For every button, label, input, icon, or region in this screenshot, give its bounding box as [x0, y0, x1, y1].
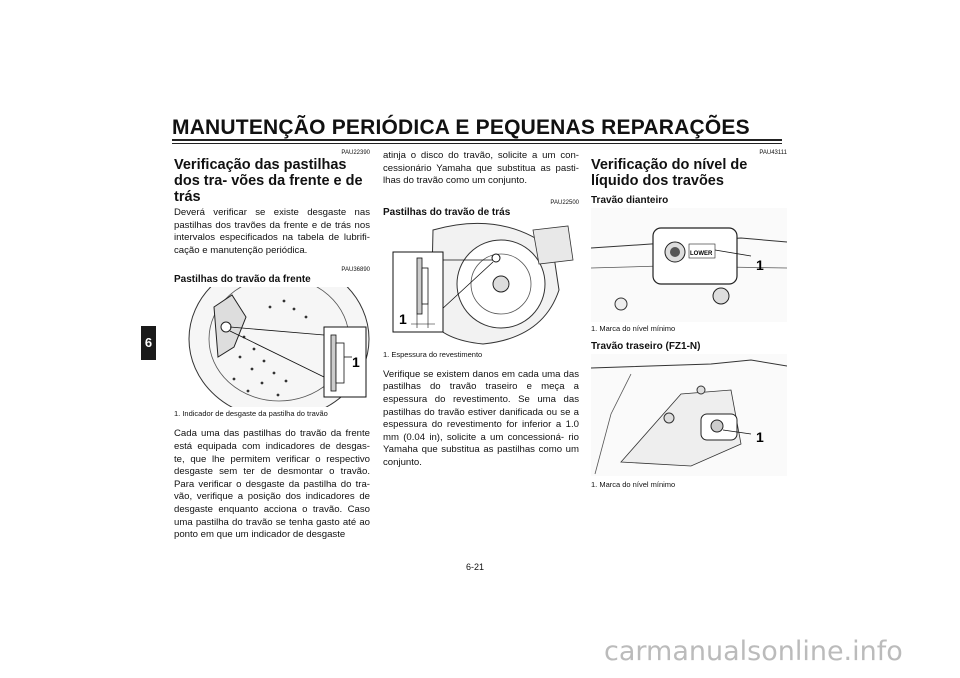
rear-reservoir-caption: 1. Marca do nível mínimo — [591, 480, 676, 489]
rear-pads-paragraph: Verifique se existem danos em cada uma das pastilhas do travão traseiro e meça a espessura do revestimento. Se uma das pastilhas do travão estiver danificada ou se a espessura do revestimento for inferior a 1.0 mm (0.04 in), solicite a um concessioná- rio Yamaha que substitua as pastilhas como um conjunto. — [383, 368, 579, 468]
page-number: 6-21 — [466, 562, 485, 572]
rear-reservoir-figure — [591, 354, 787, 476]
ref-code: PAU22390 — [341, 150, 370, 156]
rear-brake-figure — [383, 220, 579, 348]
front-pads-paragraph: Cada uma das pastilhas do travão da frente está equipada com indicadores de desgas- te, que lhe permitem verificar o respectivo desgaste sem ter de desmontar o travão. Para verificar o desgaste da pastilha do tra- vão, verifique a posição dos indicadores de desgaste enquanto acciona o travão. Caso uma pastilha do travão se tenha gasto até ao ponto em que um indicador de desgaste — [174, 428, 370, 541]
header-rule — [172, 139, 782, 141]
front-brake-figure — [174, 287, 370, 407]
section-title-fluid-level: Verificação do nível de líquido dos travões — [591, 157, 748, 189]
subheading-front-pads: Pastilhas do travão da frente — [174, 274, 311, 286]
continued-paragraph: atinja o disco do travão, solicite a um con- cessionário Yamaha que substitua as pasti- lhas do travão como um conjunto. — [383, 150, 579, 187]
ref-code: PAU43111 — [759, 150, 787, 156]
subheading-rear-brake: Travão traseiro (FZ1-N) — [591, 341, 701, 352]
column-2 — [383, 150, 579, 470]
ref-code: PAU22500 — [550, 199, 579, 206]
rear-figure-caption: 1. Espessura do revestimento — [383, 349, 483, 359]
page-header-title: MANUTENÇÃO PERIÓDICA E PEQUENAS REPARAÇÕES — [172, 116, 750, 139]
front-reservoir-figure — [591, 208, 787, 322]
rear-reservoir-callout: 1 — [756, 429, 764, 445]
chapter-tab: 6 — [141, 326, 156, 360]
column-3 — [591, 150, 787, 489]
subheading-rear-pads: Pastilhas do travão de trás — [383, 206, 511, 218]
subheading-front-brake: Travão dianteiro — [591, 195, 669, 206]
intro-paragraph: Deverá verificar se existe desgaste nas pastilhas dos travões da frente e de trás nos intervalos especificados na tabela de lubrifi- cação e manutenção periódica. — [174, 207, 370, 256]
ref-code: PAU36890 — [341, 267, 370, 274]
section-title-brake-pads: Verificação das pastilhas dos tra- vões da frente e de trás — [174, 157, 363, 205]
lower-mark-label: LOWER — [690, 251, 713, 257]
front-reservoir-caption: 1. Marca do nível mínimo — [591, 324, 676, 333]
front-figure-callout: 1 — [352, 354, 360, 371]
watermark: carmanualsonline.info — [604, 636, 903, 667]
front-reservoir-callout: 1 — [756, 257, 764, 273]
header-rule-thin — [172, 143, 782, 144]
front-figure-caption: 1. Indicador de desgaste da pastilha do travão — [174, 409, 328, 419]
rear-figure-callout: 1 — [399, 310, 407, 327]
column-1 — [174, 150, 370, 542]
